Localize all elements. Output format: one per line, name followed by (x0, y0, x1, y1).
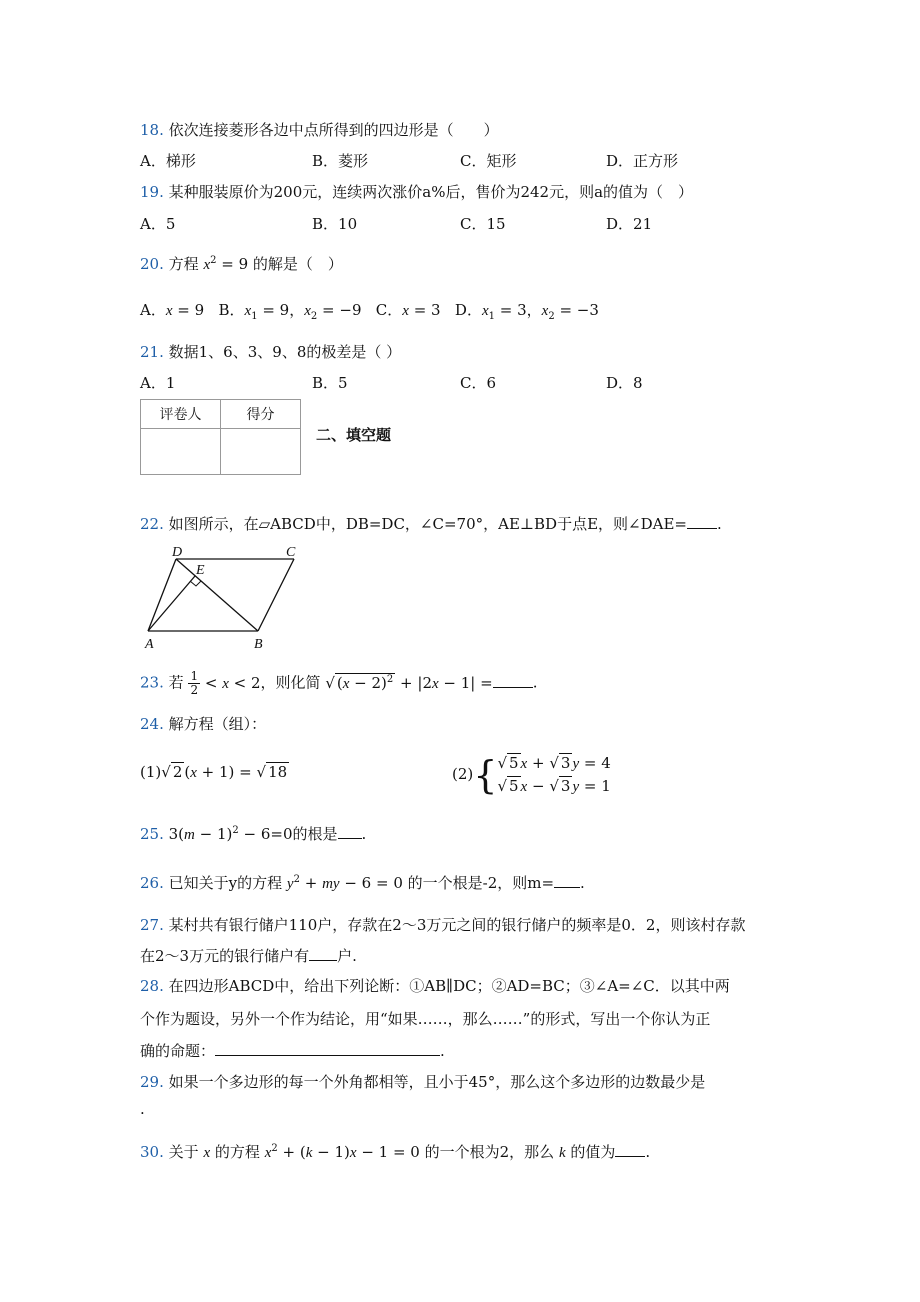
parallelogram-figure (140, 544, 310, 654)
question-text-post: 的解是（ ） (252, 255, 343, 273)
label-b: B (254, 637, 263, 652)
answer-blank (554, 886, 580, 888)
equation-system-2: (2){ √ 5 x + √ 3 y = 4 √ 5 x − √ 3 y = 1 (452, 753, 611, 797)
grader-header: 评卷人 (141, 400, 221, 429)
question-text: 数据1、6、3、9、8的极差是（ ） (168, 343, 402, 361)
question-30: 30. 关于 x 的方程 $x^2 + (k - 1)x - 1 = 0$ 的一个根为2，那么 k 的值为 . (140, 1143, 651, 1161)
question-text: 在四边形ABCD中，给出下列论断：①AB∥DC；②AD=BC；③∠A=∠C．以其中两 (168, 977, 730, 995)
answer-blank (338, 837, 362, 839)
question-21 (140, 341, 401, 362)
question-number: 27. (140, 916, 164, 934)
question-23: 23. 若 $\frac{1}{2}$ < x < 2，则化简 √ $(x - 2)^2 + |2x - 1|$ = . (140, 669, 538, 697)
score-cell (221, 429, 301, 475)
question-28-line3: 确的命题： . (140, 1042, 445, 1060)
question-text: 如果一个多边形的每一个外角都相等，且小于45°，那么这个多边形的边数最少是 (168, 1073, 706, 1091)
option-a: A．1 (140, 374, 176, 392)
question-26: 26. 已知关于y的方程 $y^2$ + my − 6 = 0 的一个根是-2，则m= . (140, 874, 585, 892)
question-25: 25. $3(m - 1)^2 - 6=0$的根是 . (140, 825, 367, 843)
option-b: B．$x_1 = 9$，$x_2 = -9$ (218, 301, 362, 322)
section-title: 二、填空题 (316, 426, 392, 444)
question-29-line2: . (140, 1100, 145, 1118)
right-angle-mark (190, 581, 201, 586)
score-header: 得分 (221, 400, 301, 429)
option-a: A．x = 9 (140, 301, 205, 319)
radical-expression: √ $(x - 2)^2 + |2x - 1|$ = (325, 673, 493, 692)
option-b: B．5 (312, 374, 348, 392)
question-number: 23. (140, 673, 164, 692)
question-29 (140, 1071, 705, 1092)
question-number: 26. (140, 874, 164, 892)
question-number: 25. (140, 825, 164, 843)
option-d: D．21 (606, 215, 653, 233)
diagonal-db (176, 559, 258, 631)
part-label: (1) (140, 763, 162, 781)
answer-blank (215, 1054, 440, 1056)
question-28-line2: 个作为题设，另外一个作为结论，用“如果……，那么……”的形式，写出一个你认为正 (140, 1010, 711, 1028)
question-text-post: 的一个根是-2，则m= (407, 874, 555, 892)
option-b: B．菱形 (312, 152, 369, 170)
question-text-mid: ，则化简 (260, 673, 321, 692)
option-c: C．6 (460, 374, 497, 392)
option-b: B．10 (312, 215, 358, 233)
question-text: 解方程（组）： (168, 715, 267, 733)
answer-blank (493, 686, 533, 688)
question-text: 某村共有银行储户110户，存款在2～3万元之间的银行储户的频率是0．2，则该村存款 (168, 916, 746, 934)
question-28 (140, 975, 730, 996)
question-text: 如图所示，在▱ABCD中，DB=DC，∠C=70°，AE⊥BD于点E，则∠DAE= (168, 515, 687, 533)
options-20 (140, 299, 599, 322)
option-d: D．正方形 (606, 152, 679, 170)
question-27-line2: 在2～3万元的银行储户有 户. (140, 947, 357, 965)
option-a: A．梯形 (140, 152, 196, 170)
inequality: $\frac{1}{2}$ < x < 2 (190, 669, 261, 697)
question-text-pre: 已知关于y的方程 (168, 874, 283, 892)
label-a: A (145, 637, 154, 652)
equation-1: (1)√ 2 (x + 1) = √ 18 (140, 763, 288, 781)
option-a: A．5 (140, 215, 176, 233)
option-c: C．x = 3 (375, 301, 441, 319)
answer-blank (309, 959, 337, 961)
question-18 (140, 119, 499, 140)
option-c: C．矩形 (460, 152, 517, 170)
question-number: 22. (140, 515, 164, 533)
question-number: 18. (140, 121, 164, 139)
question-text-pre: 若 (168, 673, 184, 692)
question-27 (140, 914, 745, 935)
equation: $x^2 + (k - 1)x - 1 = 0$ (264, 1143, 420, 1161)
option-d: D．8 (606, 374, 643, 392)
question-number: 28. (140, 977, 164, 995)
question-number: 20. (140, 255, 164, 273)
answer-blank (615, 1155, 645, 1157)
side-ad (148, 559, 176, 631)
question-24 (140, 713, 266, 734)
question-text-pre: 方程 (168, 255, 199, 273)
question-number: 19. (140, 183, 164, 201)
question-22: 22. 如图所示，在▱ABCD中，DB=DC，∠C=70°，AE⊥BD于点E，则∠DAE= . (140, 515, 722, 533)
option-d: D．$x_1 = 3$，$x_2 = -3$ (454, 301, 599, 322)
grader-cell (141, 429, 221, 475)
label-c: C (286, 545, 296, 560)
equation: $y^2$ + my − 6 = 0 (286, 874, 403, 892)
question-19 (140, 181, 693, 202)
question-20 (140, 253, 343, 274)
answer-blank (687, 527, 717, 529)
score-table (140, 399, 301, 475)
question-number: 30. (140, 1143, 164, 1161)
question-number: 29. (140, 1073, 164, 1091)
equation: $3(m - 1)^2 - 6=0$ (168, 825, 293, 843)
question-number: 24. (140, 715, 164, 733)
side-cb (258, 559, 294, 631)
question-text: 某种服装原价为200元，连续两次涨价a%后，售价为242元，则a的值为（ ） (168, 183, 694, 201)
option-c: C．15 (460, 215, 506, 233)
label-d: D (172, 545, 183, 560)
segment-ae (148, 576, 195, 631)
question-text: 的根是 (292, 825, 338, 843)
part-label: (2) (452, 765, 474, 783)
question-number: 21. (140, 343, 164, 361)
question-text: 依次连接菱形各边中点所得到的四边形是（ ） (168, 121, 499, 139)
equation: $x^2 = 9$ (203, 255, 249, 273)
label-e: E (196, 563, 205, 578)
